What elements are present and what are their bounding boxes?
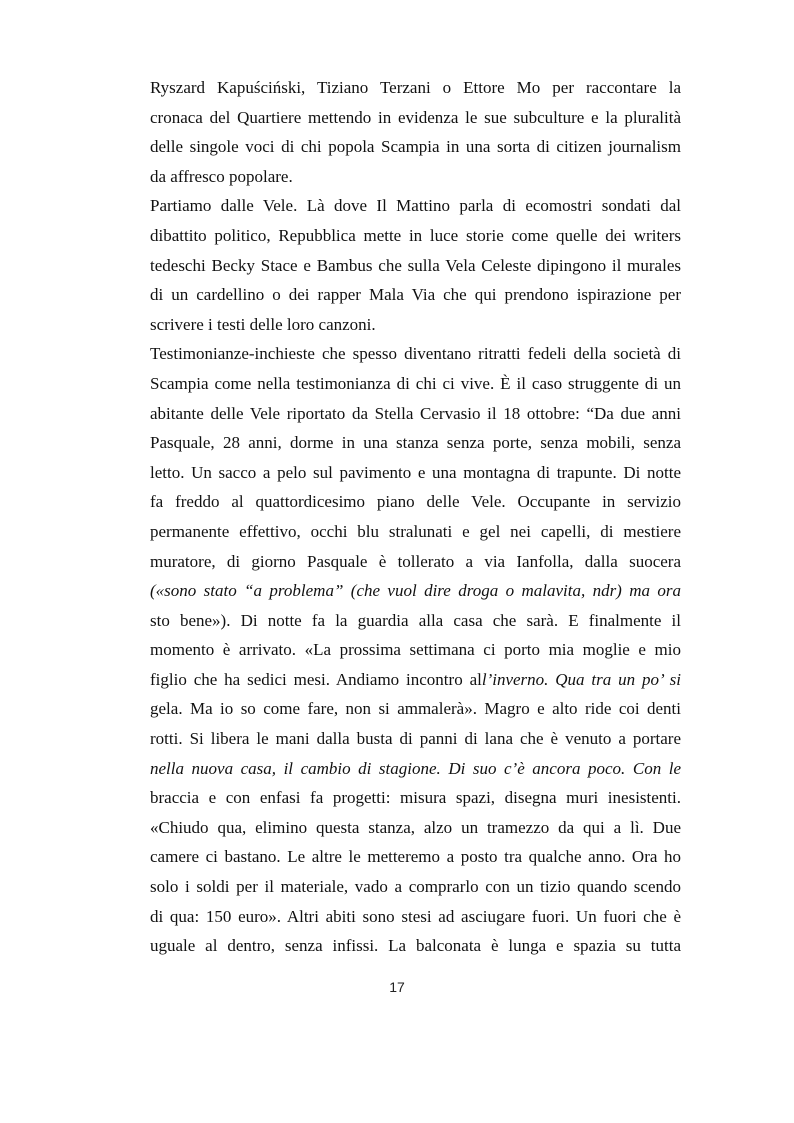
text-line: gela. Ma io so come fare, non si ammalerà». Magro e alto ride coi denti bbox=[150, 699, 681, 719]
text-line: fa freddo al quattordicesimo piano delle Vele. Occupante in servizio bbox=[150, 492, 681, 512]
text-run-italic: l’inverno. Qua tra un po’ si bbox=[481, 669, 682, 689]
text-line: Partiamo dalle Vele. Là dove Il Mattino parla di ecomostri sondati dal bbox=[150, 196, 681, 216]
text-line: permanente effettivo, occhi blu stralunati e gel nei capelli, di mestiere bbox=[150, 521, 681, 541]
text-line: momento è arrivato. «La prossima settimana ci porto mia moglie e mio bbox=[150, 640, 681, 660]
text-line: dibattito politico, Repubblica mette in luce storie come quelle dei writers bbox=[150, 225, 681, 245]
text-line: Testimonianze-inchieste che spesso diventano ritratti fedeli della società di bbox=[150, 344, 681, 364]
text-line: cronaca del Quartiere mettendo in evidenza le sue subculture e la pluralità bbox=[150, 107, 681, 127]
text-line: camere ci bastano. Le altre le metteremo a posto tra qualche anno. Ora ho bbox=[150, 847, 681, 867]
text-line: «Chiudo qua, elimino questa stanza, alzo un tramezzo da qui a lì. Due bbox=[150, 817, 681, 837]
page-number: 17 bbox=[389, 979, 405, 995]
text-line: abitante delle Vele riportato da Stella Cervasio il 18 ottobre: “Da due anni bbox=[150, 403, 681, 423]
text-line: sto bene»). Di notte fa la guardia alla casa che sarà. E finalmente il bbox=[150, 610, 681, 630]
text-line: scrivere i testi delle loro canzoni. bbox=[150, 314, 376, 334]
text-line: Pasquale, 28 anni, dorme in una stanza senza porte, senza mobili, senza bbox=[150, 433, 681, 453]
text-line: Ryszard Kapuściński, Tiziano Terzani o Ettore Mo per raccontare la bbox=[150, 78, 681, 97]
document-body bbox=[150, 73, 681, 961]
text-line: braccia e con enfasi fa progetti: misura spazi, disegna muri inesistenti. bbox=[150, 788, 681, 808]
text-line: delle singole voci di chi popola Scampia in una sorta di citizen journalism bbox=[150, 137, 681, 157]
text-line: tedeschi Becky Stace e Bambus che sulla Vela Celeste dipingono il murales bbox=[150, 255, 681, 275]
text-line: da affresco popolare. bbox=[150, 166, 293, 186]
text-line: («sono stato “a problema” (che vuol dire droga o malavita, ndr) ma ora bbox=[150, 581, 681, 601]
text-line: di qua: 150 euro». Altri abiti sono stesi ad asciugare fuori. Un fuori che è bbox=[150, 906, 681, 926]
text-line: letto. Un sacco a pelo sul pavimento e una montagna di trapunte. Di notte bbox=[150, 462, 681, 482]
text-line: nella nuova casa, il cambio di stagione. Di suo c’è ancora poco. Con le bbox=[150, 758, 681, 778]
text-line: muratore, di giorno Pasquale è tollerato a via Ianfolla, dalla suocera bbox=[150, 551, 681, 571]
text-line: uguale al dentro, senza infissi. La balconata è lunga e spazia su tutta bbox=[150, 936, 681, 956]
text-line: rotti. Si libera le mani dalla busta di panni di lana che è venuto a portare bbox=[150, 729, 681, 749]
text-line bbox=[150, 665, 681, 695]
text-line: di un cardellino o dei rapper Mala Via che qui prendono ispirazione per bbox=[150, 285, 681, 305]
text-line: solo i soldi per il materiale, vado a comprarlo con un tizio quando scendo bbox=[150, 877, 681, 897]
text-run: figlio che ha sedici mesi. Andiamo incontro al bbox=[150, 669, 482, 689]
text-line: Scampia come nella testimonianza di chi ci vive. È il caso struggente di un bbox=[150, 373, 681, 393]
